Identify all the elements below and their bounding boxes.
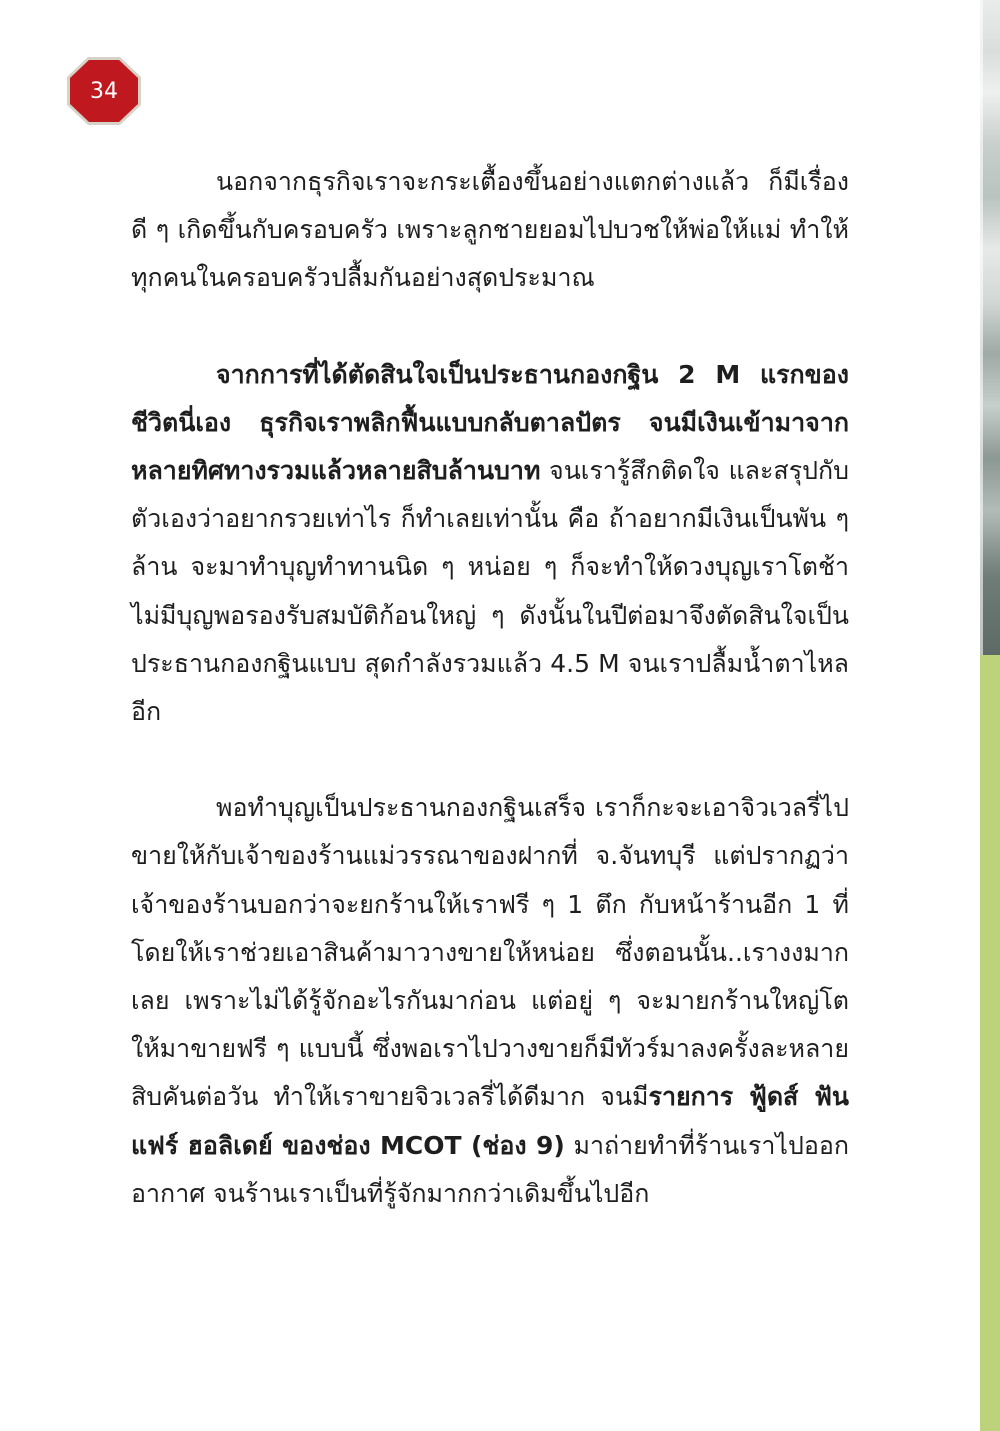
paragraph-3-text-c: มาถ่ายทำที่ร้านเราไปออกอากาศ จนร้านเราเป็นที่รู้จักมากกว่าเดิมขึ้นไปอีก — [131, 1130, 850, 1208]
page-number-badge — [65, 55, 143, 127]
paragraph-3-text-a: พอทำบุญเป็นประธานกองกฐินเสร็จ เราก็กะจะเอาจิวเวลรี่ไปขายให้กับเจ้าของร้านแม่วรรณาของฝากที่ จ.จันทบุรี แต่ปรากฏว่า เจ้าของร้านบอกว่าจะยกร้านให้เราฟรี ๆ 1 ตึก กับหน้าร้านอีก 1 ที่ โดยให้เราช่วยเอาสินค้ามาวางขายให้หน่อย ซึ่งตอนนั้น..เรางงมากเลย เพราะไม่ได้รู้จักอะไรกันมาก่อน แต่อยู่ ๆ จะมายกร้านใหญ่โตให้มาขายฟรี ๆ แบบนี้ ซึ่งพอเราไปวางขายก็มีทัวร์มาลงครั้งละหลายสิบคันต่อวัน ทำให้เราขายจิวเวลรี่ได้ดีมาก จนมี — [131, 793, 849, 1112]
body-text — [131, 158, 849, 1218]
paragraph-2-bold: จากการที่ได้ตัดสินใจเป็นประธานกองกฐิน 2 M แรกของชีวิตนี่เอง ธุรกิจเราพลิกฟื้นแบบกลับตาลปัตร จนมีเงินเข้ามาจากหลายทิศทางรวมแล้วหลายสิบล้านบาท — [131, 359, 849, 486]
paragraph-2-text: จนเรารู้สึกติดใจ และสรุปกับตัวเองว่าอยากรวยเท่าไร ก็ทำเลยเท่านั้น คือ ถ้าอยากมีเงินเป็นพัน ๆ ล้าน จะมาทำบุญทำทานนิด ๆ หน่อย ๆ ก็จะทำให้ดวงบุญเราโตช้า ไม่มีบุญพอรองรับสมบัติก้อนใหญ่ ๆ ดังนั้นในปีต่อมาจึงตัดสินใจเป็นประธานกองกฐินแบบ สุดกำลังรวมแล้ว 4.5 M จนเราปลื้มน้ำตาไหลอีก — [131, 456, 849, 727]
paragraph-3 — [131, 784, 849, 1218]
paragraph-1: นอกจากธุรกิจเราจะกระเตื้องขึ้นอย่างแตกต่างแล้ว ก็มีเรื่องดี ๆ เกิดขึ้นกับครอบครัว เพราะลูกชายยอมไปบวชให้พ่อให้แม่ ทำให้ทุกคนในครอบครัวปลื้มกันอย่างสุดประมาณ — [131, 167, 849, 293]
paragraph-2 — [131, 351, 849, 737]
paragraph-3-bold: รายการ ฟู้ดส์ ฟัน แฟร์ ฮอลิเดย์ ของช่อง MCOT (ช่อง 9) — [131, 1082, 849, 1160]
side-green-stripe — [980, 655, 1000, 1431]
side-photo-strip — [980, 0, 1000, 655]
page-number: 34 — [90, 78, 118, 104]
